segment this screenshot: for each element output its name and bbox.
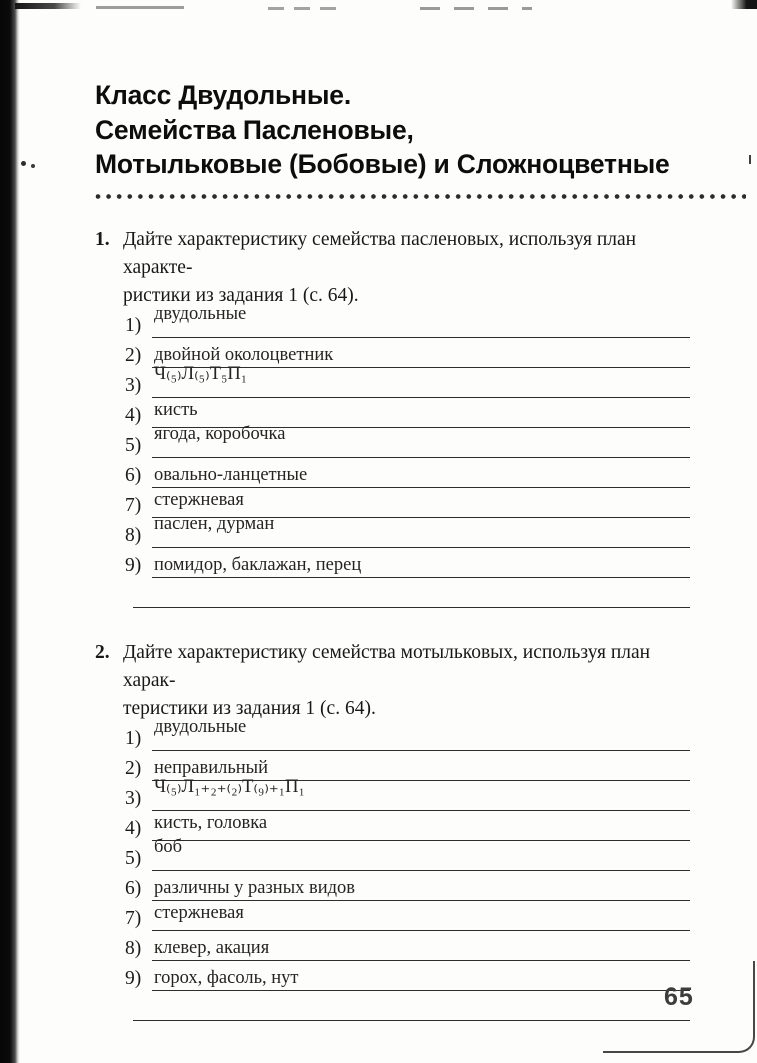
task-2-answers	[125, 716, 690, 991]
answer-row: 4) кисть	[125, 398, 690, 428]
answer-text: неправильный	[154, 757, 269, 778]
task-1-number: 1.	[95, 228, 110, 250]
answer-row: 1) двудольные	[125, 310, 690, 338]
answer-row: 7) стержневая	[125, 488, 690, 518]
task-1-text: Дайте характеристику семейства пасленовых, используя план характе- ристики из задания 1 (с. 64).	[123, 228, 637, 306]
answer-text: ягода, коробочка	[154, 423, 286, 444]
answer-line	[152, 931, 690, 961]
answer-row: 6) овально-ланцетные	[125, 458, 690, 488]
scan-smudge	[15, 3, 81, 9]
answer-line	[152, 961, 690, 991]
page-title	[95, 78, 690, 182]
answer-text: двудольные	[154, 716, 247, 737]
answer-text: стержневая	[154, 489, 244, 510]
answer-row: 4) кисть, головка	[125, 811, 690, 841]
answer-text: двойной околоцветник	[154, 344, 334, 365]
blank-continuation-line	[133, 607, 690, 608]
answer-line	[152, 548, 690, 578]
answer-line	[152, 716, 690, 751]
answer-line	[152, 458, 690, 488]
answer-text: паслен, дурман	[154, 513, 275, 534]
answer-line	[152, 363, 690, 398]
answer-text: кисть, головка	[154, 812, 268, 833]
answer-row: 7) стержневая	[125, 901, 690, 931]
answer-text: двудольные	[154, 303, 247, 324]
answer-line	[152, 901, 690, 931]
answer-row: 6) различны у разных видов	[125, 871, 690, 901]
dotted-divider	[95, 193, 746, 200]
answer-row: 8) клевер, акация	[125, 931, 690, 961]
scan-left-edge-shadow	[0, 0, 20, 1063]
answer-text: овально-ланцетные	[154, 464, 308, 485]
page-number: 65	[664, 983, 694, 1011]
answer-text: боб	[154, 836, 183, 857]
task-1-answers	[125, 303, 690, 578]
answer-line	[152, 871, 690, 901]
answer-line	[152, 423, 690, 458]
answer-line	[152, 811, 690, 841]
answer-text: клевер, акация	[154, 937, 270, 958]
answer-line	[152, 776, 690, 811]
answer-row: 3) Ч₍₅₎Л₁₊₂₊₍₂₎Т₍₉₎₊₁П₁	[125, 781, 690, 811]
scan-dot	[21, 161, 26, 166]
scan-tick	[749, 155, 751, 164]
blank-continuation-line	[133, 1020, 690, 1021]
answer-row: 9) помидор, баклажан, перец	[125, 548, 690, 578]
answer-text: кисть	[154, 399, 198, 420]
answer-text: Ч₍₅₎Л₁₊₂₊₍₂₎Т₍₉₎₊₁П₁	[154, 776, 305, 797]
scan-dot	[31, 164, 35, 168]
title-line-2: Семейства Пасленовые,	[95, 114, 414, 145]
answer-row: 9) горох, фасоль, нут	[125, 961, 690, 991]
answer-row: 1) двудольные	[125, 723, 690, 751]
answer-text: различны у разных видов	[154, 877, 356, 898]
scan-corner-mark	[731, 0, 757, 9]
answer-line	[152, 303, 690, 338]
page-content	[95, 0, 690, 1021]
answer-text: помидор, баклажан, перец	[154, 554, 362, 575]
task-2-heading	[95, 639, 690, 723]
answer-line	[152, 513, 690, 548]
answer-row: 8) паслен, дурман	[125, 518, 690, 548]
answer-row: 3) Ч₍₅₎Л₍₅₎Т₅П₁	[125, 368, 690, 398]
answer-text: Ч₍₅₎Л₍₅₎Т₅П₁	[154, 363, 248, 384]
task-2-number: 2.	[95, 641, 110, 663]
title-line-3: Мотыльковые (Бобовые) и Сложноцветные	[95, 149, 670, 179]
task-1-heading	[95, 226, 690, 310]
title-line-1: Класс Двудольные.	[95, 80, 351, 110]
answer-text: горох, фасоль, нут	[154, 967, 299, 988]
answer-row: 2) неправильный	[125, 751, 690, 781]
answer-row: 5) ягода, коробочка	[125, 428, 690, 458]
answer-row: 2) двойной околоцветник	[125, 338, 690, 368]
task-2-text: Дайте характеристику семейства мотыльковых, используя план харак- теристики из задания 1 (с. 64).	[123, 641, 651, 719]
answer-row: 5) боб	[125, 841, 690, 871]
answer-text: стержневая	[154, 902, 244, 923]
